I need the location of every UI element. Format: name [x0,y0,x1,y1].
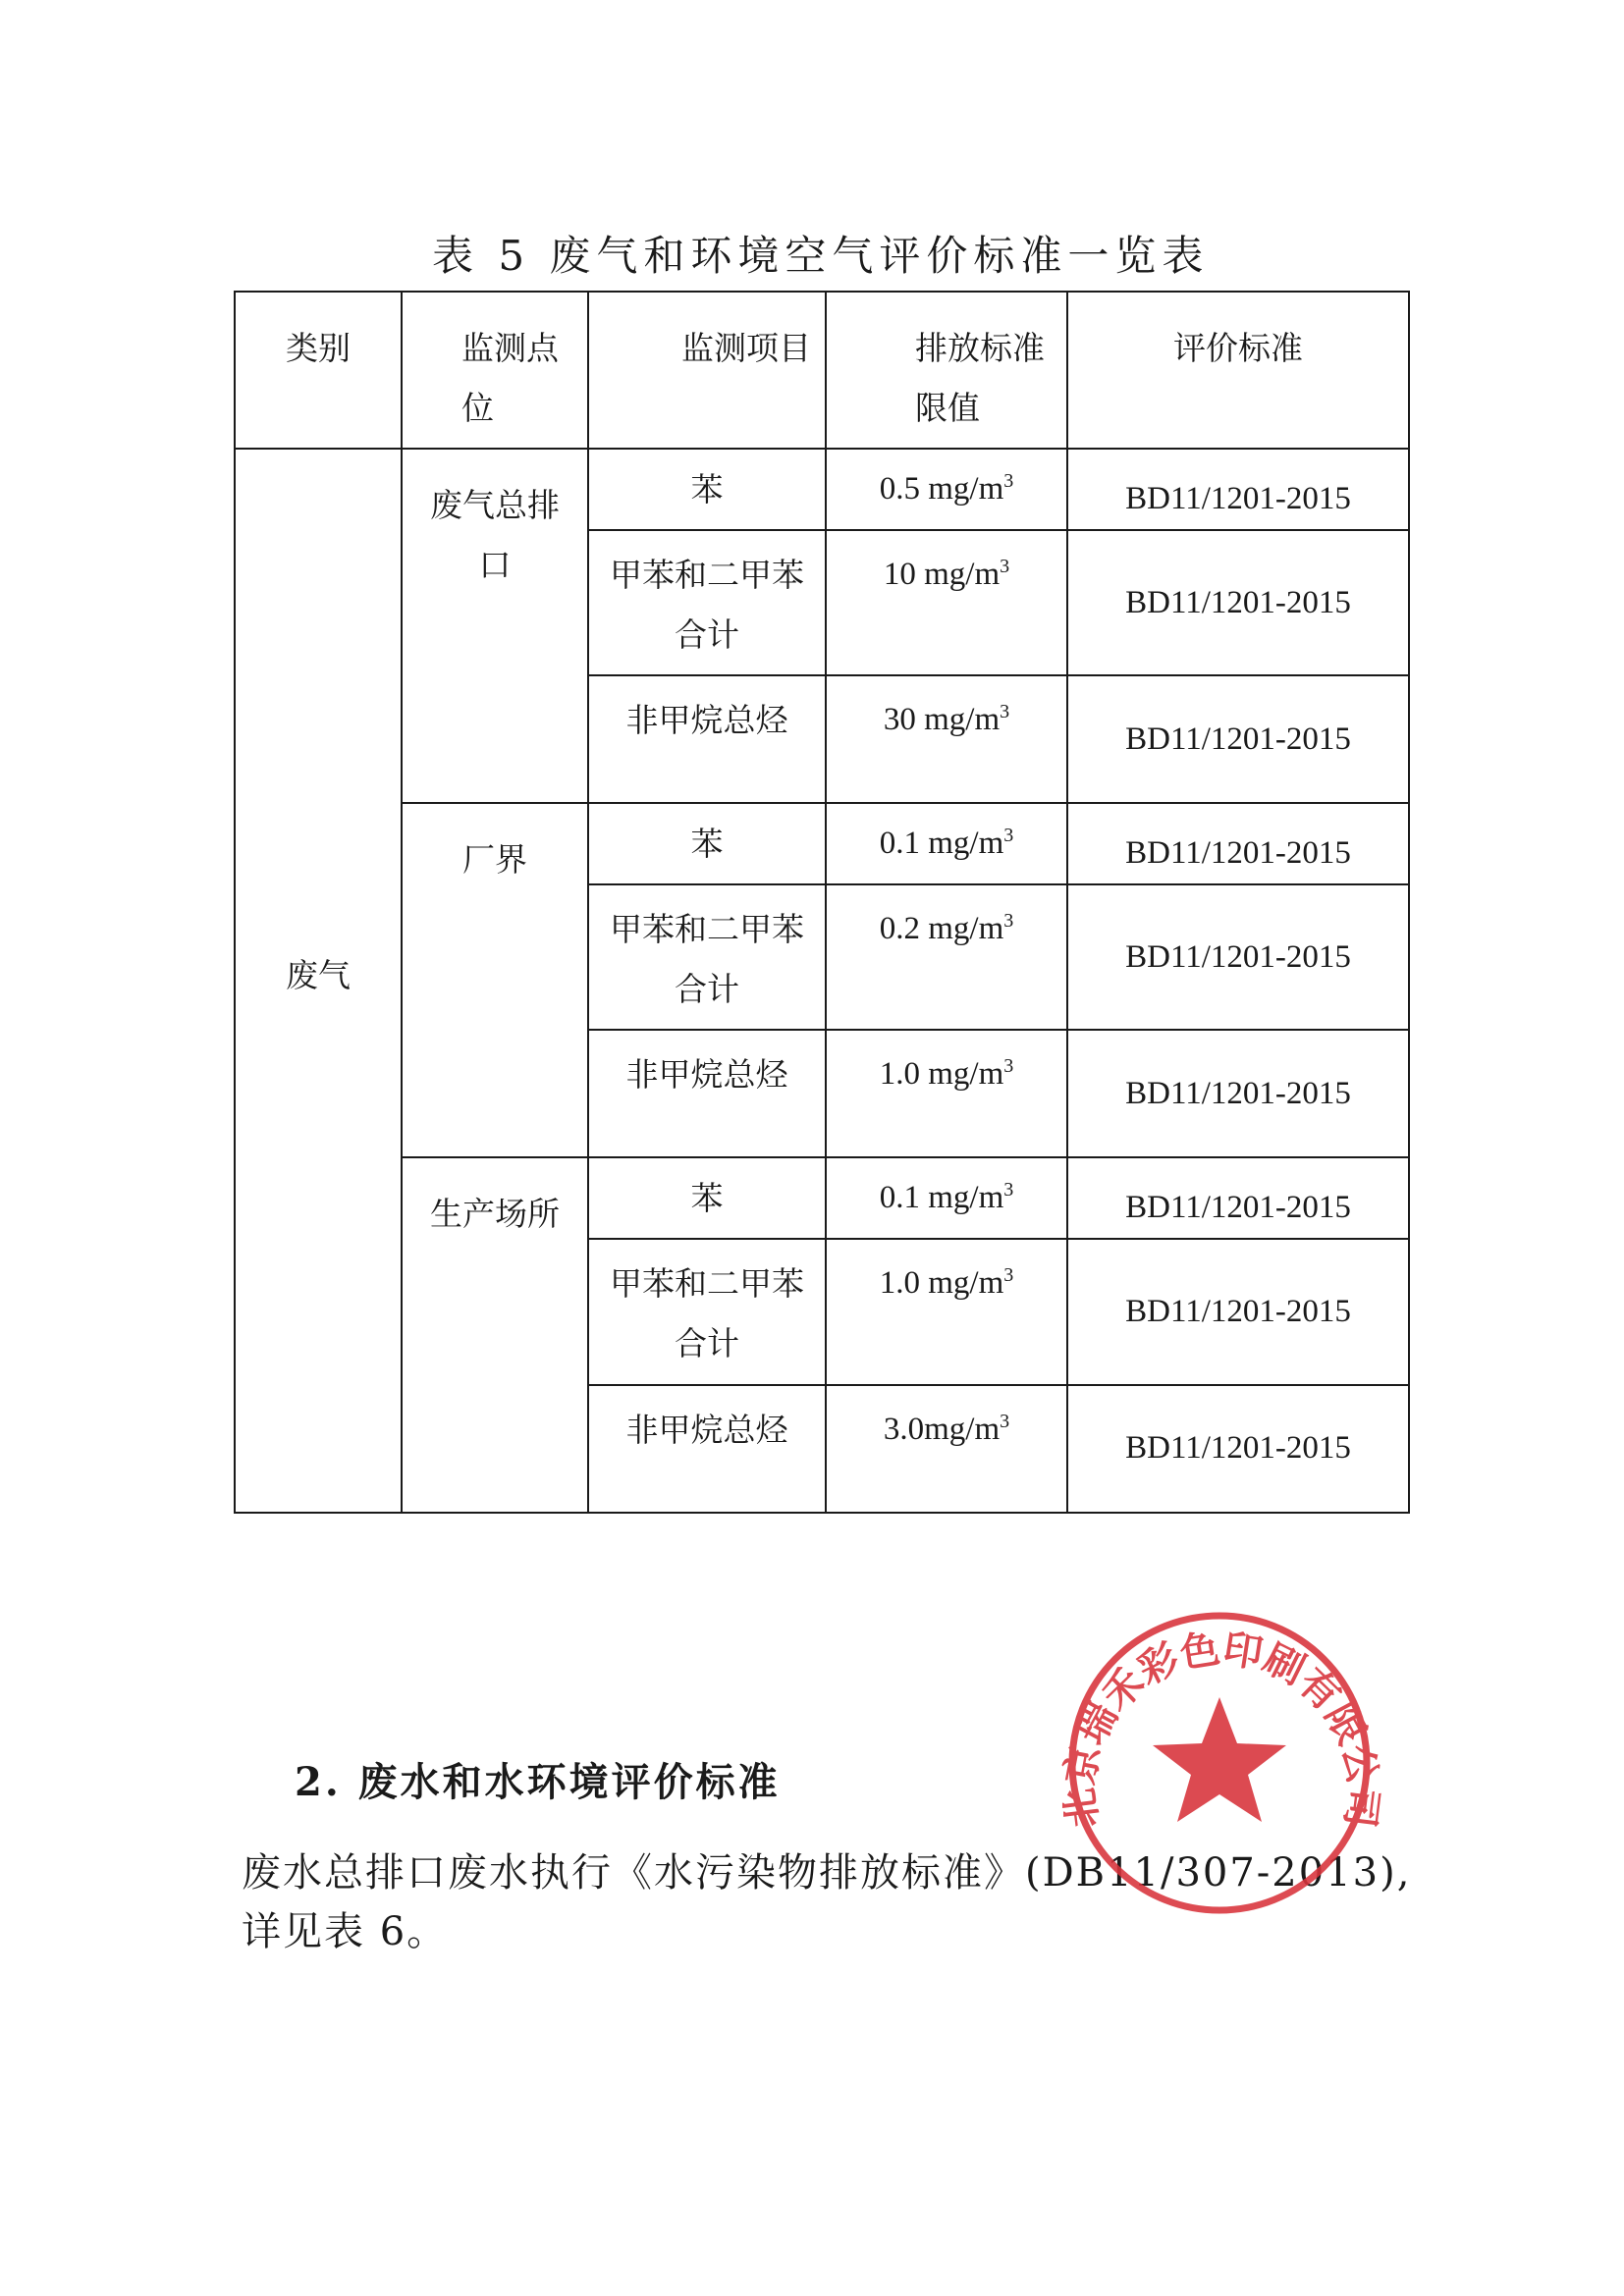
item-cell: 苯 [588,449,826,530]
standard-cell: BD11/1201-2015 [1067,449,1409,530]
standard-cell: BD11/1201-2015 [1067,1030,1409,1157]
limit-cell: 1.0 $mg/m^3$ [826,1239,1067,1384]
company-seal-icon [1045,1594,1388,1928]
location-cell: 厂界 [402,803,588,1157]
limit-cell: 1.0 $mg/m^3$ [826,1030,1067,1157]
header-location: 监测点位 [402,292,588,449]
evaluation-standard-table [234,291,1410,1514]
item-cell: 甲苯和二甲苯合计 [588,1239,826,1384]
location-cell: 废气总排口 [402,449,588,803]
standard-cell: BD11/1201-2015 [1067,530,1409,675]
location-cell: 生产场所 [402,1157,588,1512]
limit-cell: $3.0mg/m^3$ [826,1385,1067,1513]
standard-cell: BD11/1201-2015 [1067,675,1409,803]
standard-cell: BD11/1201-2015 [1067,1385,1409,1513]
limit-cell: 0.2 $mg/m^3$ [826,884,1067,1030]
limit-cell: 0.1 $mg/m^3$ [826,1157,1067,1239]
item-cell: 非甲烷总烃 [588,1030,826,1157]
item-cell: 非甲烷总烃 [588,1385,826,1513]
limit-cell: 0.1 $mg/m^3$ [826,803,1067,884]
standard-cell: BD11/1201-2015 [1067,1157,1409,1239]
limit-cell: 30 $mg/m^3$ [826,675,1067,803]
section-heading: 2. 废水和水环境评价标准 [295,1759,781,1805]
header-standard: 评价标准 [1067,292,1409,449]
standard-cell: BD11/1201-2015 [1067,803,1409,884]
header-limit: 排放标准限值 [826,292,1067,449]
item-cell: 苯 [588,1157,826,1239]
item-cell: 苯 [588,803,826,884]
standard-cell: BD11/1201-2015 [1067,884,1409,1030]
limit-cell: 10 $mg/m^3$ [826,530,1067,675]
item-cell: 非甲烷总烃 [588,675,826,803]
item-cell: 甲苯和二甲苯合计 [588,884,826,1030]
category-cell: 废气 [235,449,402,1512]
item-cell: 甲苯和二甲苯合计 [588,530,826,675]
table-row [235,1157,1409,1239]
header-category: 类别 [235,292,402,449]
table-title: 表 5 废气和环境空气评价标准一览表 [432,232,1210,280]
table-row [235,803,1409,884]
standard-cell: BD11/1201-2015 [1067,1239,1409,1384]
seal-text: 北京瑞禾彩色印刷有限公司 [1056,1625,1387,1831]
table-header-row [235,292,1409,449]
table-row [235,449,1409,530]
body-paragraph: 废水总排口废水执行《水污染物排放标准》(DB11/307-2013), 详见表 6。 [242,1850,1412,1954]
header-item: 监测项目 [588,292,826,449]
limit-cell: 0.5 $mg/m^3$ [826,449,1067,530]
